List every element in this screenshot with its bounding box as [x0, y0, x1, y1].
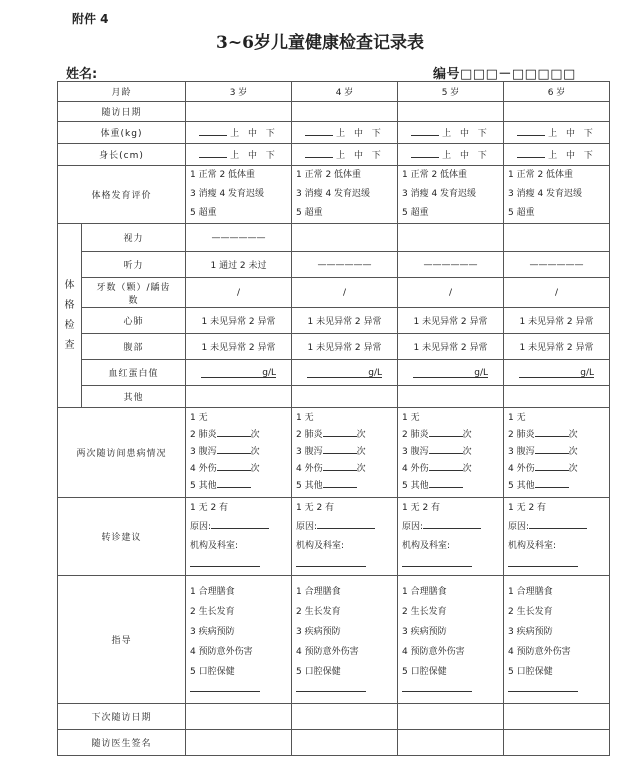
- signature-cell[interactable]: [292, 730, 398, 756]
- visit-date-cell[interactable]: [292, 102, 398, 122]
- vision-cell[interactable]: [292, 224, 398, 252]
- level-options: 上 中 下: [336, 151, 384, 161]
- guidance-option: 2 生长发育: [190, 607, 235, 617]
- weight-cell[interactable]: [398, 122, 504, 144]
- illness-option: 3 腹泻: [508, 447, 535, 457]
- physical-exam-text: 体格检查: [64, 279, 75, 351]
- illness-cell[interactable]: [292, 408, 398, 498]
- referral-institution-label: 机构及科室:: [508, 540, 557, 551]
- hemoglobin-unit: g/L: [580, 367, 595, 378]
- illness-cell[interactable]: [186, 408, 292, 498]
- hemoglobin-row: [58, 360, 610, 386]
- weight-input[interactable]: [199, 126, 227, 136]
- illness-option: 4 外伤: [296, 464, 323, 474]
- hearing-label: 听力: [82, 252, 186, 278]
- abdomen-cell[interactable]: 1 未见异常 2 异常: [186, 334, 292, 360]
- illness-unit: 次: [462, 464, 472, 474]
- illness-row: [58, 408, 610, 498]
- level-options: 上 中 下: [442, 129, 490, 139]
- other-cell[interactable]: [292, 386, 398, 408]
- signature-cell[interactable]: [186, 730, 292, 756]
- abdomen-cell[interactable]: 1 未见异常 2 异常: [292, 334, 398, 360]
- hemoglobin-input[interactable]: [413, 368, 488, 378]
- weight-cell[interactable]: [504, 122, 610, 144]
- guidance-cell[interactable]: [504, 576, 610, 704]
- teeth-label-line: 数: [128, 295, 139, 306]
- guidance-option: 4 预防意外伤害: [402, 647, 465, 657]
- hemoglobin-cell[interactable]: [504, 360, 610, 386]
- annex-label: 附件 4: [72, 12, 109, 26]
- next-visit-cell[interactable]: [186, 704, 292, 730]
- hemoglobin-input[interactable]: [519, 368, 594, 378]
- hearing-cell[interactable]: 1 通过 2 未过: [186, 252, 292, 278]
- guidance-option: 1 合理膳食: [402, 587, 447, 597]
- referral-institution-input[interactable]: [508, 557, 578, 567]
- other-cell[interactable]: [504, 386, 610, 408]
- growth-eval-option: 1 正常 2 低体重: [402, 170, 468, 180]
- illness-option: 5 其他: [402, 481, 429, 491]
- referral-option: 1 无 2 有: [402, 502, 441, 513]
- guidance-label: 指导: [58, 576, 186, 704]
- illness-count-input[interactable]: [323, 461, 357, 471]
- hearing-row: [58, 252, 610, 278]
- vision-row: [58, 224, 610, 252]
- vision-cell[interactable]: ——————: [186, 224, 292, 252]
- visit-date-cell[interactable]: [398, 102, 504, 122]
- growth-eval-option: 3 消瘦 4 发育迟缓: [296, 189, 371, 199]
- referral-institution-input[interactable]: [190, 557, 260, 567]
- guidance-option: 4 预防意外伤害: [508, 647, 571, 657]
- form-title: 3~6岁儿童健康检查记录表: [216, 33, 424, 53]
- referral-reason-input[interactable]: [317, 519, 375, 529]
- illness-unit: 次: [250, 464, 260, 474]
- illness-option: 1 无: [190, 413, 208, 423]
- growth-eval-option: 3 消瘦 4 发育迟缓: [190, 189, 265, 199]
- illness-option: 2 肺炎: [296, 430, 323, 440]
- illness-label: 两次随访间患病情况: [58, 408, 186, 498]
- vision-cell[interactable]: [398, 224, 504, 252]
- illness-unit: 次: [568, 430, 578, 440]
- visit-date-cell[interactable]: [504, 102, 610, 122]
- illness-option: 1 无: [296, 413, 314, 423]
- illness-other-input[interactable]: [217, 478, 251, 488]
- referral-option: 1 无 2 有: [296, 502, 335, 513]
- guidance-input[interactable]: [190, 682, 260, 692]
- vision-cell[interactable]: [504, 224, 610, 252]
- guidance-option: 3 疾病预防: [402, 627, 447, 637]
- teeth-label: [82, 278, 186, 308]
- guidance-option: 1 合理膳食: [508, 587, 553, 597]
- other-row: [58, 386, 610, 408]
- growth-eval-label: 体格发育评价: [58, 166, 186, 224]
- heart-lung-cell[interactable]: 1 未见异常 2 异常: [186, 308, 292, 334]
- illness-option: 3 腹泻: [402, 447, 429, 457]
- referral-option: 1 无 2 有: [508, 502, 547, 513]
- vision-label: 视力: [82, 224, 186, 252]
- teeth-row: [58, 278, 610, 308]
- hemoglobin-unit: g/L: [474, 367, 489, 378]
- guidance-option: 2 生长发育: [508, 607, 553, 617]
- heart-lung-cell[interactable]: 1 未见异常 2 异常: [398, 308, 504, 334]
- illness-unit: 次: [356, 464, 366, 474]
- illness-count-input[interactable]: [535, 461, 569, 471]
- growth-eval-option: 1 正常 2 低体重: [508, 170, 574, 180]
- referral-institution-label: 机构及科室:: [190, 540, 239, 551]
- illness-unit: 次: [250, 430, 260, 440]
- level-options: 上 中 下: [336, 129, 384, 139]
- record-table: [57, 81, 610, 756]
- height-input[interactable]: [199, 148, 227, 158]
- referral-reason-label: 原因:: [508, 521, 530, 532]
- guidance-option: 2 生长发育: [402, 607, 447, 617]
- height-cell[interactable]: [186, 144, 292, 166]
- weight-input[interactable]: [517, 126, 545, 136]
- signature-cell[interactable]: [398, 730, 504, 756]
- teeth-cell[interactable]: /: [398, 278, 504, 308]
- code-label: 编号□□□－□□□□□: [433, 67, 576, 82]
- illness-count-input[interactable]: [323, 444, 357, 454]
- level-options: 上 中 下: [230, 129, 278, 139]
- heart-lung-cell[interactable]: 1 未见异常 2 异常: [504, 308, 610, 334]
- referral-label: 转诊建议: [58, 498, 186, 576]
- hemoglobin-unit: g/L: [368, 367, 383, 378]
- level-options: 上 中 下: [548, 151, 596, 161]
- height-input[interactable]: [305, 148, 333, 158]
- name-label: 姓名:: [66, 67, 98, 82]
- level-options: 上 中 下: [442, 151, 490, 161]
- growth-eval-option: 3 消瘦 4 发育迟缓: [508, 189, 583, 199]
- hemoglobin-cell[interactable]: [398, 360, 504, 386]
- abdomen-cell[interactable]: 1 未见异常 2 异常: [504, 334, 610, 360]
- growth-eval-option: 3 消瘦 4 发育迟缓: [402, 189, 477, 199]
- illness-unit: 次: [356, 430, 366, 440]
- heart-lung-cell[interactable]: 1 未见异常 2 异常: [292, 308, 398, 334]
- height-input[interactable]: [517, 148, 545, 158]
- illness-cell[interactable]: [398, 408, 504, 498]
- growth-eval-option: 5 超重: [190, 208, 217, 218]
- guidance-option: 2 生长发育: [296, 607, 341, 617]
- growth-eval-cell[interactable]: [292, 166, 398, 224]
- illness-count-input[interactable]: [323, 427, 357, 437]
- hemoglobin-unit: g/L: [262, 367, 277, 378]
- guidance-cell[interactable]: [186, 576, 292, 704]
- teeth-cell[interactable]: /: [504, 278, 610, 308]
- hearing-cell[interactable]: ——————: [398, 252, 504, 278]
- weight-input[interactable]: [305, 126, 333, 136]
- referral-reason-input[interactable]: [529, 519, 587, 529]
- illness-count-input[interactable]: [535, 427, 569, 437]
- referral-option: 1 无 2 有: [190, 502, 229, 513]
- illness-unit: 次: [250, 447, 260, 457]
- guidance-input[interactable]: [508, 682, 578, 692]
- heart-lung-row: [58, 308, 610, 334]
- illness-count-input[interactable]: [429, 444, 463, 454]
- referral-reason-input[interactable]: [423, 519, 481, 529]
- guidance-option: 4 预防意外伤害: [296, 647, 359, 657]
- guidance-option: 5 口腔保健: [402, 667, 447, 677]
- illness-option: 2 肺炎: [402, 430, 429, 440]
- growth-eval-option: 5 超重: [508, 208, 535, 218]
- height-cell[interactable]: [398, 144, 504, 166]
- illness-option: 4 外伤: [508, 464, 535, 474]
- illness-option: 5 其他: [296, 481, 323, 491]
- guidance-row: [58, 576, 610, 704]
- illness-count-input[interactable]: [217, 461, 251, 471]
- growth-eval-option: 1 正常 2 低体重: [190, 170, 256, 180]
- next-visit-cell[interactable]: [504, 704, 610, 730]
- weight-input[interactable]: [411, 126, 439, 136]
- illness-other-input[interactable]: [429, 478, 463, 488]
- age-header: 5 岁: [398, 82, 504, 102]
- illness-option: 5 其他: [508, 481, 535, 491]
- referral-row: [58, 498, 610, 576]
- height-row: [58, 144, 610, 166]
- hemoglobin-cell[interactable]: [186, 360, 292, 386]
- illness-cell[interactable]: [504, 408, 610, 498]
- other-cell[interactable]: [186, 386, 292, 408]
- illness-unit: 次: [568, 447, 578, 457]
- illness-other-input[interactable]: [323, 478, 357, 488]
- illness-count-input[interactable]: [217, 444, 251, 454]
- height-label: 身长(cm): [58, 144, 186, 166]
- referral-reason-input[interactable]: [211, 519, 269, 529]
- signature-cell[interactable]: [504, 730, 610, 756]
- growth-eval-cell[interactable]: [186, 166, 292, 224]
- referral-cell[interactable]: [504, 498, 610, 576]
- hemoglobin-label: 血红蛋白值: [82, 360, 186, 386]
- illness-unit: 次: [462, 447, 472, 457]
- visit-date-cell[interactable]: [186, 102, 292, 122]
- weight-label: 体重(kg): [58, 122, 186, 144]
- referral-institution-label: 机构及科室:: [296, 540, 345, 551]
- weight-cell[interactable]: [186, 122, 292, 144]
- height-cell[interactable]: [504, 144, 610, 166]
- referral-institution-input[interactable]: [402, 557, 472, 567]
- other-cell[interactable]: [398, 386, 504, 408]
- heart-lung-label: 心肺: [82, 308, 186, 334]
- guidance-option: 1 合理膳食: [190, 587, 235, 597]
- guidance-input[interactable]: [402, 682, 472, 692]
- hemoglobin-cell[interactable]: [292, 360, 398, 386]
- illness-unit: 次: [462, 430, 472, 440]
- hearing-cell[interactable]: ——————: [292, 252, 398, 278]
- referral-cell[interactable]: [186, 498, 292, 576]
- growth-eval-option: 5 超重: [402, 208, 429, 218]
- level-options: 上 中 下: [548, 129, 596, 139]
- teeth-label-line: 牙数（颗）/龋齿: [96, 282, 171, 293]
- guidance-option: 1 合理膳食: [296, 587, 341, 597]
- illness-option: 2 肺炎: [190, 430, 217, 440]
- guidance-option: 3 疾病预防: [296, 627, 341, 637]
- abdomen-row: [58, 334, 610, 360]
- illness-count-input[interactable]: [535, 444, 569, 454]
- age-header: 3 岁: [186, 82, 292, 102]
- growth-eval-cell[interactable]: [504, 166, 610, 224]
- guidance-option: 3 疾病预防: [190, 627, 235, 637]
- guidance-option: 3 疾病预防: [508, 627, 553, 637]
- physical-exam-label: [58, 224, 82, 408]
- visit-date-row: [58, 102, 610, 122]
- referral-cell[interactable]: [292, 498, 398, 576]
- illness-option: 5 其他: [190, 481, 217, 491]
- teeth-cell[interactable]: /: [186, 278, 292, 308]
- visit-date-label: 随访日期: [58, 102, 186, 122]
- illness-option: 3 腹泻: [190, 447, 217, 457]
- teeth-cell[interactable]: /: [292, 278, 398, 308]
- illness-other-input[interactable]: [535, 478, 569, 488]
- height-cell[interactable]: [292, 144, 398, 166]
- illness-count-input[interactable]: [429, 427, 463, 437]
- age-header: 4 岁: [292, 82, 398, 102]
- abdomen-label: 腹部: [82, 334, 186, 360]
- illness-option: 2 肺炎: [508, 430, 535, 440]
- guidance-input[interactable]: [296, 682, 366, 692]
- height-input[interactable]: [411, 148, 439, 158]
- age-row: [58, 82, 610, 102]
- referral-institution-label: 机构及科室:: [402, 540, 451, 551]
- hearing-cell[interactable]: ——————: [504, 252, 610, 278]
- growth-eval-cell[interactable]: [398, 166, 504, 224]
- guidance-cell[interactable]: [398, 576, 504, 704]
- guidance-cell[interactable]: [292, 576, 398, 704]
- next-visit-cell[interactable]: [292, 704, 398, 730]
- illness-option: 4 外伤: [190, 464, 217, 474]
- weight-row: [58, 122, 610, 144]
- next-visit-label: 下次随访日期: [58, 704, 186, 730]
- growth-eval-option: 1 正常 2 低体重: [296, 170, 362, 180]
- guidance-option: 5 口腔保健: [190, 667, 235, 677]
- illness-count-input[interactable]: [429, 461, 463, 471]
- growth-eval-row: [58, 166, 610, 224]
- age-label: 月龄: [58, 82, 186, 102]
- illness-option: 4 外伤: [402, 464, 429, 474]
- next-visit-cell[interactable]: [398, 704, 504, 730]
- other-label: 其他: [82, 386, 186, 408]
- level-options: 上 中 下: [230, 151, 278, 161]
- referral-reason-label: 原因:: [190, 521, 212, 532]
- weight-cell[interactable]: [292, 122, 398, 144]
- referral-cell[interactable]: [398, 498, 504, 576]
- hemoglobin-input[interactable]: [307, 368, 382, 378]
- guidance-option: 5 口腔保健: [508, 667, 553, 677]
- guidance-option: 4 预防意外伤害: [190, 647, 253, 657]
- next-visit-row: [58, 704, 610, 730]
- illness-option: 3 腹泻: [296, 447, 323, 457]
- signature-row: [58, 730, 610, 756]
- abdomen-cell[interactable]: 1 未见异常 2 异常: [398, 334, 504, 360]
- referral-reason-label: 原因:: [296, 521, 318, 532]
- illness-option: 1 无: [402, 413, 420, 423]
- growth-eval-option: 5 超重: [296, 208, 323, 218]
- guidance-option: 5 口腔保健: [296, 667, 341, 677]
- illness-unit: 次: [356, 447, 366, 457]
- signature-label: 随访医生签名: [58, 730, 186, 756]
- illness-unit: 次: [568, 464, 578, 474]
- referral-institution-input[interactable]: [296, 557, 366, 567]
- illness-count-input[interactable]: [217, 427, 251, 437]
- hemoglobin-input[interactable]: [201, 368, 276, 378]
- referral-reason-label: 原因:: [402, 521, 424, 532]
- age-header: 6 岁: [504, 82, 610, 102]
- illness-option: 1 无: [508, 413, 526, 423]
